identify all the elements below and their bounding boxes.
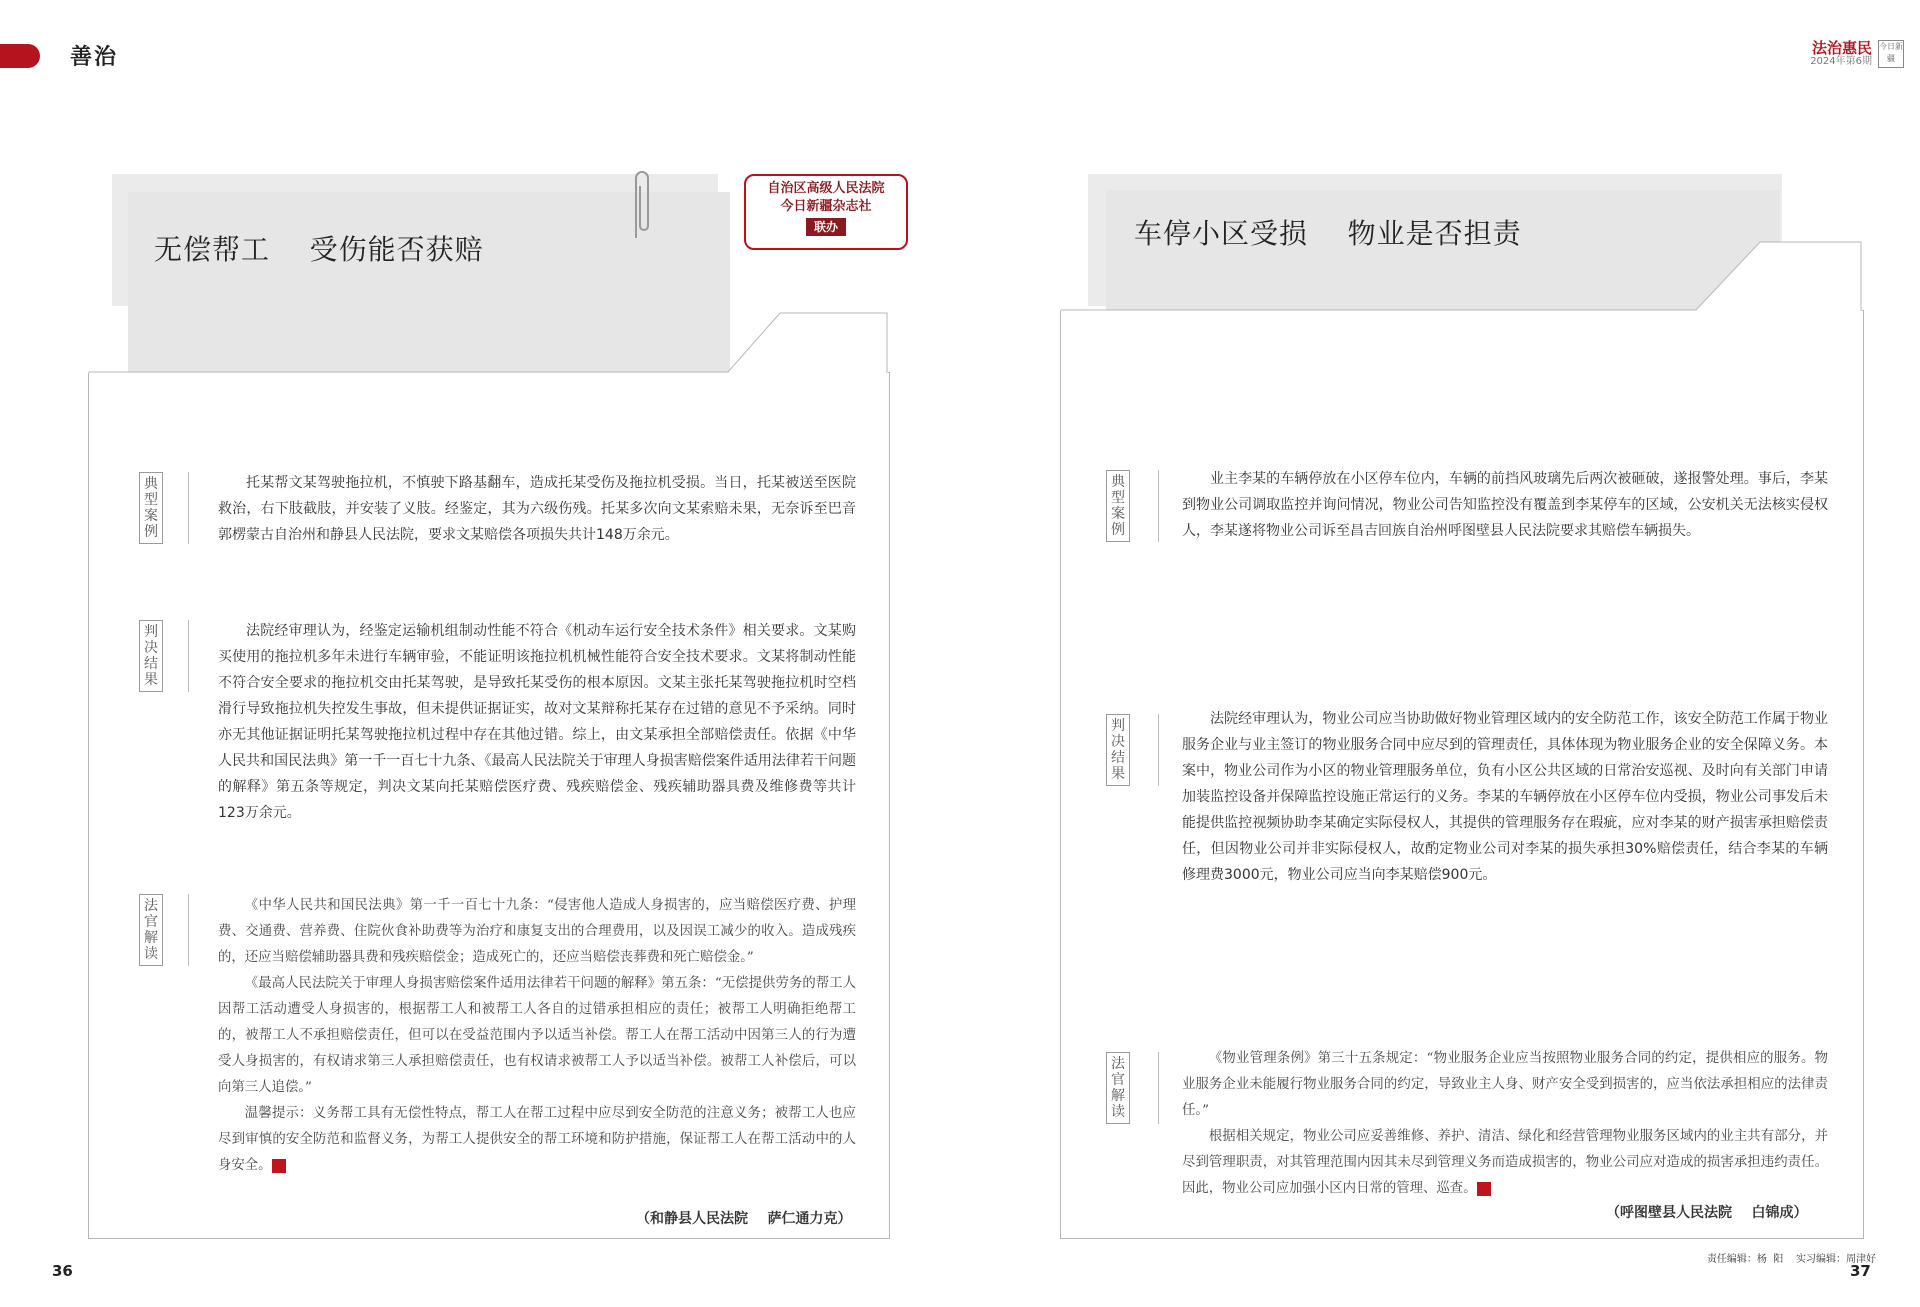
right-signature: （呼图壁县人民法院 白锦成）: [1606, 1205, 1808, 1221]
right-section-1-label: 典 型 案 例: [1106, 470, 1130, 542]
badge-tag: 联办: [806, 218, 846, 236]
editor-credits: 责任编辑：杨 阳 实习编辑：周津好: [1706, 1254, 1876, 1265]
right-section-3-text: 《物业管理条例》第三十五条规定：“物业服务企业应当按照物业服务合同的约定，提供相应的服务。物业服务企业未能履行物业服务合同的约定，导致业主人身、财产安全受到损害的，应当依法承担相应的法律责任。” 根据相关规定，物业公司应妥善维修、养护、清洁、绿化和经营管理物业服务区域内的业主共有部分，并尽到管理职责，对其管理范围内因其未尽到管理义务而造成损害的，物业公司应对造成的损害承担违约责任。因此，物业公司应加强小区内日常的管理、巡查。 J: [1182, 1051, 1828, 1196]
issue-label: 2024年第6期: [1810, 56, 1872, 67]
bracket-divider: [1158, 470, 1167, 542]
end-mark-icon: J: [272, 1159, 286, 1173]
paperclip-icon: [628, 164, 654, 244]
co-organizer-badge: [744, 174, 908, 250]
page-number-left: 36: [52, 1262, 73, 1280]
bracket-divider: [188, 620, 197, 692]
left-section-2-label: 判 决 结 果: [139, 620, 163, 692]
left-section-3-text: 《中华人民共和国民法典》第一千一百七十九条：“侵害他人造成人身损害的，应当赔偿医疗费、护理费、交通费、营养费、住院伙食补助费等为治疗和康复支出的合理费用，以及因误工减少的收入。造成残疾的，还应当赔偿辅助器具费和残疾赔偿金；造成死亡的，还应当赔偿丧葬费和死亡赔偿金。” 《最高人民法院关于审理人身损害赔偿案件适用法律若干问题的解释》第五条：“无偿提供劳务的帮工人因帮工活动遭受人身损害的，根据帮工人和被帮工人各自的过错承担相应的责任；被帮工人明确拒绝帮工的，被帮工人不承担赔偿责任，但可以在受益范围内予以适当补偿。帮工人在帮工活动中因第三人的行为遭受人身损害的，有权请求第三人承担赔偿责任，也有权请求被帮工人予以适当补偿。被帮工人补偿后，可以向第三人追偿。” 温馨提示：义务帮工具有无偿性特点，帮工人在帮工过程中应尽到安全防范的注意义务；被帮工人也应尽到审慎的安全防范和监督义务，为帮工人提供安全的帮工环境和防护措施，保证帮工人在帮工活动中的人身安全。 J: [218, 898, 856, 1173]
magazine-title: 法治惠民: [1811, 39, 1872, 57]
magazine-logo: 今日新疆: [1878, 40, 1904, 68]
left-section-2-text: 法院经审理认为，经鉴定运输机组制动性能不符合《机动车运行安全技术条件》相关要求。文某购买使用的拖拉机多年未进行车辆审验，不能证明该拖拉机机械性能符合安全技术要求。文某将制动性能不符合安全要求的拖拉机交由托某驾驶，是导致托某受伤的根本原因。文某主张托某驾驶拖拉机时空档滑行导致拖拉机失控发生事故，但未提供证据证实，故对文某辩称托某存在过错的意见不予采纳。同时亦无其他证据证明托某驾驶拖拉机过程中存在其他过错。综上，由文某承担全部赔偿责任。依据《中华人民共和国民法典》第一千一百七十九条、《最高人民法院关于审理人身损害赔偿案件适用法律若干问题的解释》第五条等规定，判决文某向托某赔偿医疗费、残疾赔偿金、残疾辅助器具费及维修费等共计123万余元。: [218, 623, 856, 821]
bracket-divider: [188, 894, 197, 966]
badge-line-2: 今日新疆杂志社: [780, 199, 872, 214]
left-section-1-label: 典 型 案 例: [139, 472, 163, 544]
left-article-title: 无偿帮工 受伤能否获赔: [154, 233, 484, 266]
masthead: [1810, 40, 1904, 68]
page-number-right: 37: [1850, 1262, 1871, 1280]
left-card-top-edge: [88, 312, 890, 374]
section-tab-decoration: [0, 44, 40, 68]
bracket-divider: [1158, 1052, 1167, 1124]
right-section-2-text: 法院经审理认为，物业公司应当协助做好物业管理区域内的安全防范工作，该安全防范工作属于物业服务企业与业主签订的物业服务合同中应尽到的管理责任，具体体现为物业服务企业的安全保障义务。本案中，物业公司作为小区的物业管理服务单位，负有小区公共区域的日常治安巡视、及时向有关部门申请加装监控设备并保障监控设施正常运行的义务。李某的车辆停放在小区停车位内受损，物业公司事发后未能提供监控视频协助李某确定实际侵权人，其提供的管理服务存在瑕疵，应对李某的财产损害承担赔偿责任，但因物业公司并非实际侵权人，故酌定物业公司对李某的损失承担30%赔偿责任，结合李某的车辆修理费3000元，物业公司应当向李某赔偿900元。: [1182, 711, 1828, 883]
bracket-divider: [1158, 714, 1167, 786]
left-section-3-label: 法 官 解 读: [139, 894, 163, 966]
left-signature: （和静县人民法院 萨仁通力克）: [636, 1211, 852, 1227]
badge-line-1: 自治区高级人民法院: [767, 181, 885, 196]
end-mark-icon: J: [1477, 1182, 1491, 1196]
section-label: 善治: [70, 44, 119, 70]
bracket-divider: [188, 472, 197, 544]
right-section-1-text: 业主李某的车辆停放在小区停车位内，车辆的前挡风玻璃先后两次被砸破，遂报警处理。事后，李某到物业公司调取监控并询问情况，物业公司告知监控没有覆盖到李某停车的区域，公安机关无法核实侵权人，李某遂将物业公司诉至昌吉回族自治州呼图壁县人民法院要求其赔偿车辆损失。: [1182, 471, 1828, 539]
right-article-title: 车停小区受损 物业是否担责: [1134, 217, 1522, 250]
right-section-3-label: 法 官 解 读: [1106, 1052, 1130, 1124]
left-section-1-text: 托某帮文某驾驶拖拉机，不慎驶下路基翻车，造成托某受伤及拖拉机受损。当日，托某被送至医院救治，右下肢截肢，并安装了义肢。经鉴定，其为六级伤残。托某多次向文某索赔未果，无奈诉至巴音郭楞蒙古自治州和静县人民法院，要求文某赔偿各项损失共计148万余元。: [218, 475, 856, 543]
right-section-2-label: 判 决 结 果: [1106, 714, 1130, 786]
right-card-top-edge: [1060, 240, 1864, 312]
